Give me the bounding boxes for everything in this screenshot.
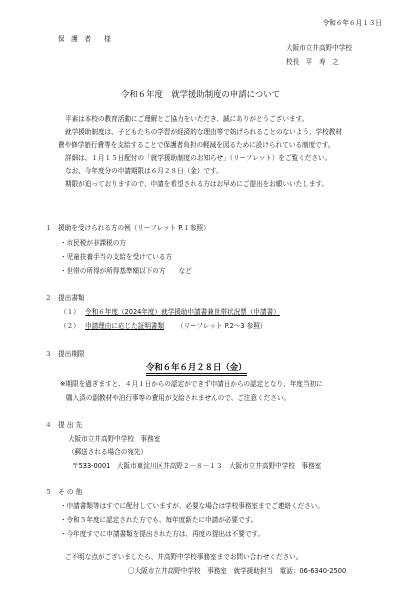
list-item: ・世帯の所得が所得基準額以下の方 など [60, 267, 192, 275]
document-date: 令和６年６月１３日 [322, 19, 382, 27]
intro-line: なお、今年度分の申請期限は６月２８日（金）です。 [65, 167, 223, 175]
item-number: （１） [60, 308, 80, 316]
addressee: 保 護 者 様 [58, 35, 111, 43]
leaflet-reference: （リーフレット P.2～3 参照） [177, 322, 267, 330]
intro-line: 就学援助制度は、子どもたちの学習が経済的な理由等で妨げられることのないよう、学校教材 [65, 128, 342, 136]
section-heading: ３ 提出期限 [45, 350, 85, 358]
mail-address: 〒533-0001 大阪市東淀川区井高野２－８－１３ 大阪市立井高野中学校 事務室 [72, 462, 322, 470]
list-item: ・児童扶養手当の支給を受けている方 [60, 253, 173, 261]
deadline-text: 令和６年６月２８日（金） [146, 362, 247, 376]
list-item: ・今年度すでに申請書類を提出された方は、再度の提出は不要です。 [60, 530, 265, 538]
intro-line: 詳細は、１月１５日配付の「就学援助制度のお知らせ」（リーフレット）をご覧ください。 [65, 154, 332, 162]
section-heading: ５ そ の 他 [45, 488, 83, 496]
intro-line: 平素は本校の教育活動にご理解とご協力をいただき、誠にありがとうございます。 [65, 115, 309, 123]
required-document: 申請理由に応じた証明書類 [85, 322, 165, 330]
required-document: 令和６年度（2024年度）就学援助申請書兼世帯状況票（申請書） [85, 308, 280, 316]
section-heading: １ 援助を受けられる方の例（リーフレット P.１参照） [45, 224, 210, 232]
principal-name: 校長 平 寿 之 [286, 58, 339, 66]
closing-text: ご不明な点がございましたら、井高野中学校事務室までお問い合わせください。 [65, 553, 303, 561]
mail-label: （郵送される場合の宛先） [68, 448, 148, 456]
list-item: ・市民税が非課税の方 [60, 239, 126, 247]
intro-line: 期限が迫っておりますので、申請を希望される方はお早めにご提出をお願いいたします。 [65, 180, 329, 188]
list-item: ・令和５年度に認定された方でも、毎年度新たに申請が必要です。 [60, 516, 258, 524]
intro-line: 費や修学旅行費等を支給することで保護者負担の軽減を図るために設けられている制度です。 [58, 141, 335, 149]
deadline-note: 購入済の副教材や泊行事等の費用が支給されませんので、ご注意ください。 [66, 394, 291, 402]
page-title: 令和６年度 就学援助制度の申請について [121, 89, 280, 99]
section-heading: ２ 提出書類 [45, 294, 85, 302]
deadline-note: ※期限を過ぎますと、４月１日からの認定ができず申請日からの認定となり、年度当初に [60, 380, 323, 388]
submission-place: 大阪市立井高野中学校 事務室 [68, 435, 161, 443]
list-item: ・申請書類等はすでに配付していますが、必要な場合は学校事務室までご連絡ください。 [60, 502, 324, 510]
item-number: （２） [60, 322, 80, 330]
section-heading: ４ 提 出 先 [45, 421, 83, 429]
deadline-date [146, 363, 247, 371]
contact-info: 〇大阪市立井高野中学校 事務室 就学援助担当 電話：06-6340-2500 [128, 567, 347, 575]
school-name: 大阪市立井高野中学校 [286, 44, 352, 52]
